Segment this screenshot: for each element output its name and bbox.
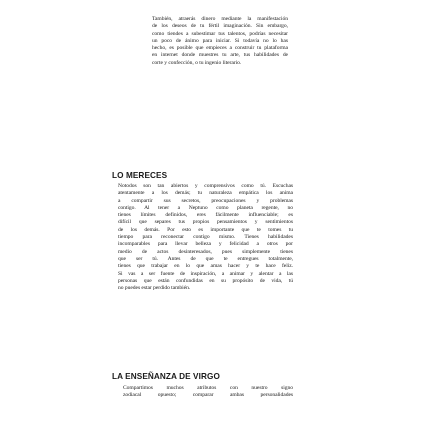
text-line: atentamente a los demás; tu naturaleza empática los anima [118, 190, 293, 197]
section-heading-ensenanza-virgo: LA ENSEÑANZA DE VIRGO [112, 372, 220, 381]
text-line: de los demás. Por esto es importante que te tomes tu [118, 226, 293, 233]
text-line: que ser tú. Antes de que te entregues totalmente, [118, 255, 293, 262]
text-line: a compartir sus secretos, preocupaciones y problemas [118, 197, 293, 204]
lo-mereces-text [118, 183, 293, 292]
text-line: hecho, es posible que empieces a construir tu plataforma [152, 45, 288, 52]
text-line: difícil que separes tus propios pensamientos y sentimientos [118, 219, 293, 226]
text-line: incomparables para llevar belleza y felicidad a otros por [118, 241, 293, 248]
text-line: Compartimos muchos atributos con nuestro signo [123, 385, 293, 391]
ensenanza-virgo-text [123, 385, 293, 400]
ensenanza-virgo-paragraph [123, 385, 293, 400]
text-line: no puedes estar perdido también. [118, 285, 191, 292]
text-line: tienes límites definidos, eres fácilmente influenciable; es [118, 212, 293, 219]
text-line: personas que están confundidas en su propósito de vida, tú [118, 277, 293, 284]
section-heading-lo-mereces: LO MERECES [112, 171, 168, 180]
intro-text [146, 16, 288, 67]
text-line: tiempo para reconectar contigo mismo. Tienes habilidades [118, 234, 293, 241]
text-line: de los deseos de tu fértil imaginación. Sin embargo, [152, 23, 288, 30]
text-line: También, atraerás dinero mediante la manifestación [152, 16, 288, 22]
text-line: medio de actos desinteresados, pues simplemente tienes [118, 248, 293, 255]
text-line: Si vas a ser fuente de inspiración, a animar y alentar a las [118, 270, 293, 277]
text-line: tienes que trabajar en lo que amas hacer y te hace feliz. [118, 263, 293, 270]
lo-mereces-paragraph [118, 183, 293, 292]
text-line: en internet donde muestres tu arte, tus habilidades de [152, 52, 288, 59]
text-line: contigo. Al tener a Neptuno como planeta regente, no [118, 204, 293, 211]
text-line: como tiendes a subestimar tus talentos, podrías necesitar [152, 30, 288, 37]
intro-paragraph [146, 16, 288, 67]
text-line: zodiacal opuesto; comparar ambas personalidades [123, 392, 293, 399]
text-line: corte y confección, o tu ingenio literario. [152, 59, 242, 66]
text-line: un poco de ánimo para iniciar. Si todavía no lo has [152, 37, 288, 44]
text-line: Notodos son tan abiertos y comprensivos como tú. Escuchas [118, 183, 293, 189]
